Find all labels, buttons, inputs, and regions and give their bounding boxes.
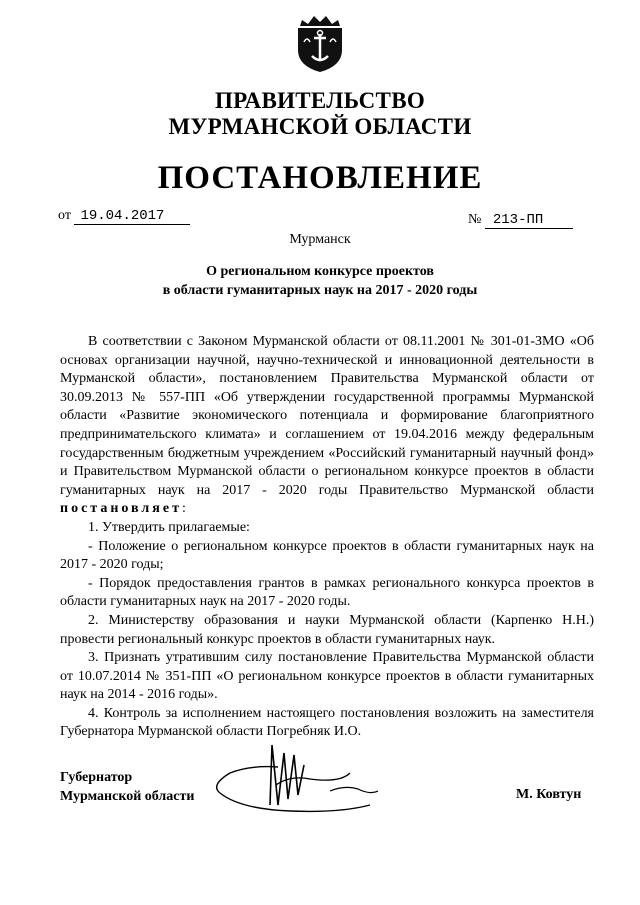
preamble-text: В соответствии с Законом Мурманской области от 08.11.2001 № 301-01-ЗМО «Об основах организации научной, научно-технической и инновационной деятельности в Мурманской области», постановлением Правительства Мурманской области от 30.09.2013 № 557-ПП «Об утверждении государственной программы Мурманской области «Развитие экономического потенциала и формирование благоприятного предпринимательского климата» и соглашением от 19.04.2016 между федеральным государственным бюджетным учреждением «Российский гуманитарный научный фонд» и Правительством Мурманской области о региональном конкурсе проектов в области гуманитарных наук на 2017 - 2020 годы Правительство Мурманской области: [60, 334, 594, 498]
organization-title-line1: ПРАВИТЕЛЬСТВО: [214, 88, 426, 113]
document-body: [60, 333, 594, 742]
organization-title-line2: МУРМАНСКОЙ ОБЛАСТИ: [168, 114, 472, 139]
position-line1: Губернатор: [60, 770, 133, 785]
document-title-line1: О региональном конкурсе проектов: [206, 264, 434, 279]
paragraph-2: 2. Министерству образования и науки Мурманской области (Карпенко Н.Н.) провести региональный конкурс проектов в области гуманитарных наук.: [60, 612, 594, 647]
paragraph-4: 4. Контроль за исполнением настоящего постановления возложить на заместителя Губернатора Мурманской области Погребняк И.О.: [60, 705, 594, 740]
decree-word: постановляет: [60, 501, 182, 517]
paragraph-1b: - Порядок предоставления грантов в рамках регионального конкурса проектов в области гуманитарных наук на 2017 - 2020 годы.: [60, 575, 594, 610]
signatory-position: [60, 768, 194, 806]
document-number: [468, 212, 573, 229]
signatory-name: М. Ковтун: [516, 787, 582, 802]
paragraph-1a: - Положение о региональном конкурсе проектов в области гуманитарных наук на 2017 - 2020 годы;: [60, 538, 594, 573]
date-prefix: от: [58, 208, 71, 223]
date-value: 19.04.2017: [74, 208, 190, 225]
preamble-paragraph: В соответствии с Законом Мурманской области от 08.11.2001 № 301-01-ЗМО «Об основах организации научной, научно-технической и инновационной деятельности в Мурманской области», постановлением Правительства Мурманской области от 30.09.2013 № 557-ПП «Об утверждении государственной программы Мурманской области «Развитие экономического потенциала и формирование благоприятного предпринимательского климата» и соглашением от 19.04.2016 между федеральным государственным бюджетным учреждением «Российский гуманитарный научный фонд» и Правительством Мурманской области о региональном конкурсе проектов в области гуманитарных наук на 2017 - 2020 годы Правительство Мурманской области постановляет:: [60, 334, 594, 517]
document-date: [58, 208, 190, 225]
city: Мурманск: [289, 232, 351, 247]
number-value: 213-ПП: [485, 212, 573, 229]
paragraph-3: 3. Признать утратившим силу постановление Правительства Мурманской области от 10.07.2014 № 351-ПП «О региональном конкурсе проектов в области гуманитарных наук на 2014 - 2016 годы».: [60, 650, 594, 703]
document-type: ПОСТАНОВЛЕНИЕ: [157, 160, 483, 196]
document-title-line2: в области гуманитарных наук на 2017 - 2020 годы: [162, 283, 478, 298]
number-prefix: №: [468, 212, 482, 227]
coat-of-arms-icon: [294, 12, 346, 74]
position-line2: Мурманской области: [60, 789, 195, 804]
paragraph-1: 1. Утвердить прилагаемые:: [88, 519, 250, 535]
handwritten-signature: [200, 735, 500, 825]
